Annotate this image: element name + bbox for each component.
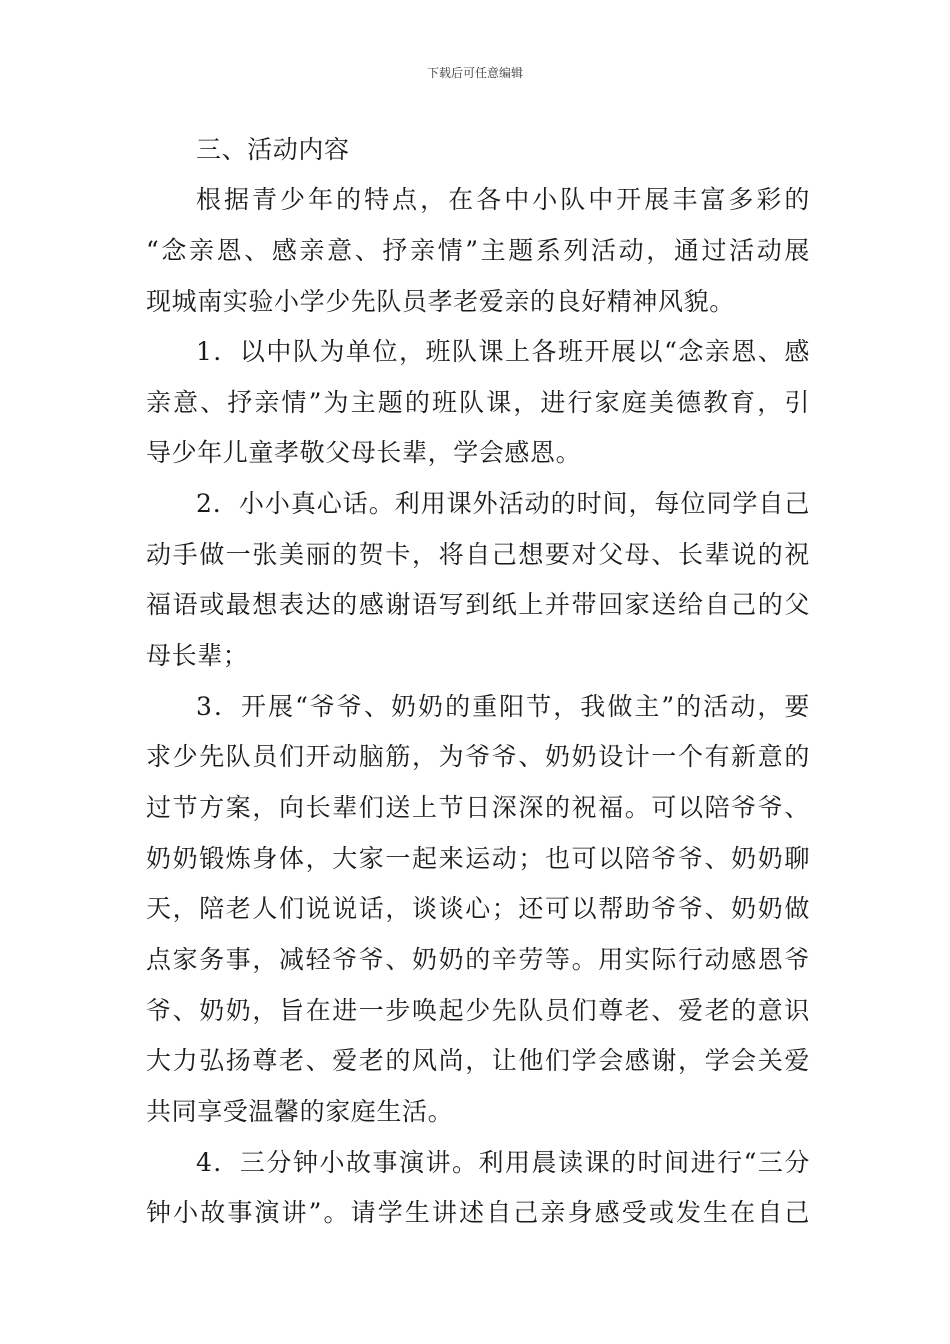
- paragraph-line: 点家务事，减轻爷爷、奶奶的辛劳等。用实际行动感恩爷: [146, 945, 810, 974]
- paragraph-line: 母长辈；: [146, 641, 249, 670]
- paragraph-line: 求少先队员们开动脑筋，为爷爷、奶奶设计一个有新意的: [146, 742, 810, 771]
- paragraph-line: 爷、奶奶，旨在进一步唤起少先队员们尊老、爱老的意识: [146, 996, 810, 1025]
- paragraph-line: 过节方案，向长辈们送上节日深深的祝福。可以陪爷爷、: [146, 793, 810, 822]
- paragraph-line: 根据青少年的特点，在各中小队中开展丰富多彩的: [196, 185, 810, 214]
- paragraph-line: 亲意、抒亲情”为主题的班队课，进行家庭美德教育，引: [146, 388, 810, 417]
- paragraph-line: 福语或最想表达的感谢语写到纸上并带回家送给自己的父: [146, 590, 810, 619]
- paragraph-line: 3．开展“爷爷、奶奶的重阳节，我做主”的活动，要: [196, 692, 810, 721]
- paragraph-line: 共同享受温馨的家庭生活。: [146, 1097, 454, 1126]
- header-note: 下载后可任意编辑: [426, 66, 523, 80]
- paragraph-line: 天，陪老人们说说话，谈谈心；还可以帮助爷爷、奶奶做: [146, 894, 810, 923]
- paragraph-line: 4．三分钟小故事演讲。利用晨读课的时间进行“三分: [196, 1148, 810, 1177]
- paragraph-line: 大力弘扬尊老、爱老的风尚，让他们学会感谢，学会关爱: [146, 1046, 810, 1075]
- paragraph-line: 导少年儿童孝敬父母长辈，学会感恩。: [146, 438, 582, 467]
- paragraph-line: 2．小小真心话。利用课外活动的时间，每位同学自己: [196, 489, 810, 518]
- paragraph-line: “念亲恩、感亲意、抒亲情”主题系列活动，通过活动展: [146, 236, 810, 265]
- paragraph-line: 钟小故事演讲”。请学生讲述自己亲身感受或发生在自己: [146, 1198, 810, 1227]
- paragraph-line: 奶奶锻炼身体，大家一起来运动；也可以陪爷爷、奶奶聊: [146, 844, 810, 873]
- paragraph-line: 动手做一张美丽的贺卡，将自己想要对父母、长辈说的祝: [146, 540, 810, 569]
- paragraph-line: 现城南实验小学少先队员孝老爱亲的良好精神风貌。: [146, 287, 735, 316]
- section-heading: 三、活动内容: [196, 135, 350, 164]
- paragraph-line: 1．以中队为单位，班队课上各班开展以“念亲恩、感: [196, 337, 810, 366]
